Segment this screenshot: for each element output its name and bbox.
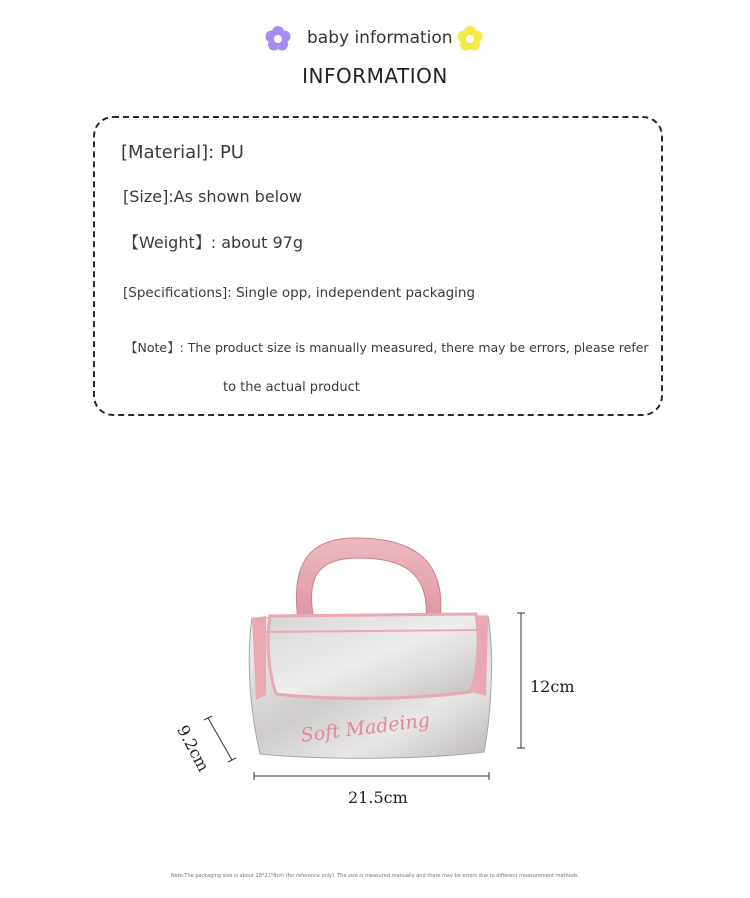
product-image bbox=[0, 520, 750, 780]
size-text: [Size]:As shown below bbox=[123, 187, 302, 206]
page-title: INFORMATION bbox=[302, 64, 448, 88]
purple-flower-icon bbox=[264, 25, 292, 53]
note-text: 【Note】: The product size is manually measured, there may be errors, please refer bbox=[125, 340, 649, 355]
bag-handle bbox=[296, 538, 441, 620]
bag-lid bbox=[268, 614, 478, 698]
weight-text: 【Weight】: about 97g bbox=[123, 233, 303, 252]
brand-embroidery: Soft Madeing bbox=[299, 709, 432, 747]
footnote: Note:The packaging size is about 28*21*8cm (for reference only). The size is measured manually and there may be errors due to different measurement methods. bbox=[170, 873, 580, 879]
material-text: [Material]: PU bbox=[121, 142, 244, 163]
depth-label: 9.2cm bbox=[173, 722, 214, 775]
height-label: 12cm bbox=[530, 677, 575, 696]
header bbox=[0, 22, 750, 58]
subtitle: baby information bbox=[307, 28, 453, 48]
width-label: 21.5cm bbox=[348, 788, 408, 807]
note-text-continued: to the actual product bbox=[223, 380, 360, 395]
specifications-text: [Specifications]: Single opp, independent packaging bbox=[123, 285, 476, 301]
info-box bbox=[93, 116, 663, 416]
yellow-flower-icon bbox=[456, 25, 484, 53]
